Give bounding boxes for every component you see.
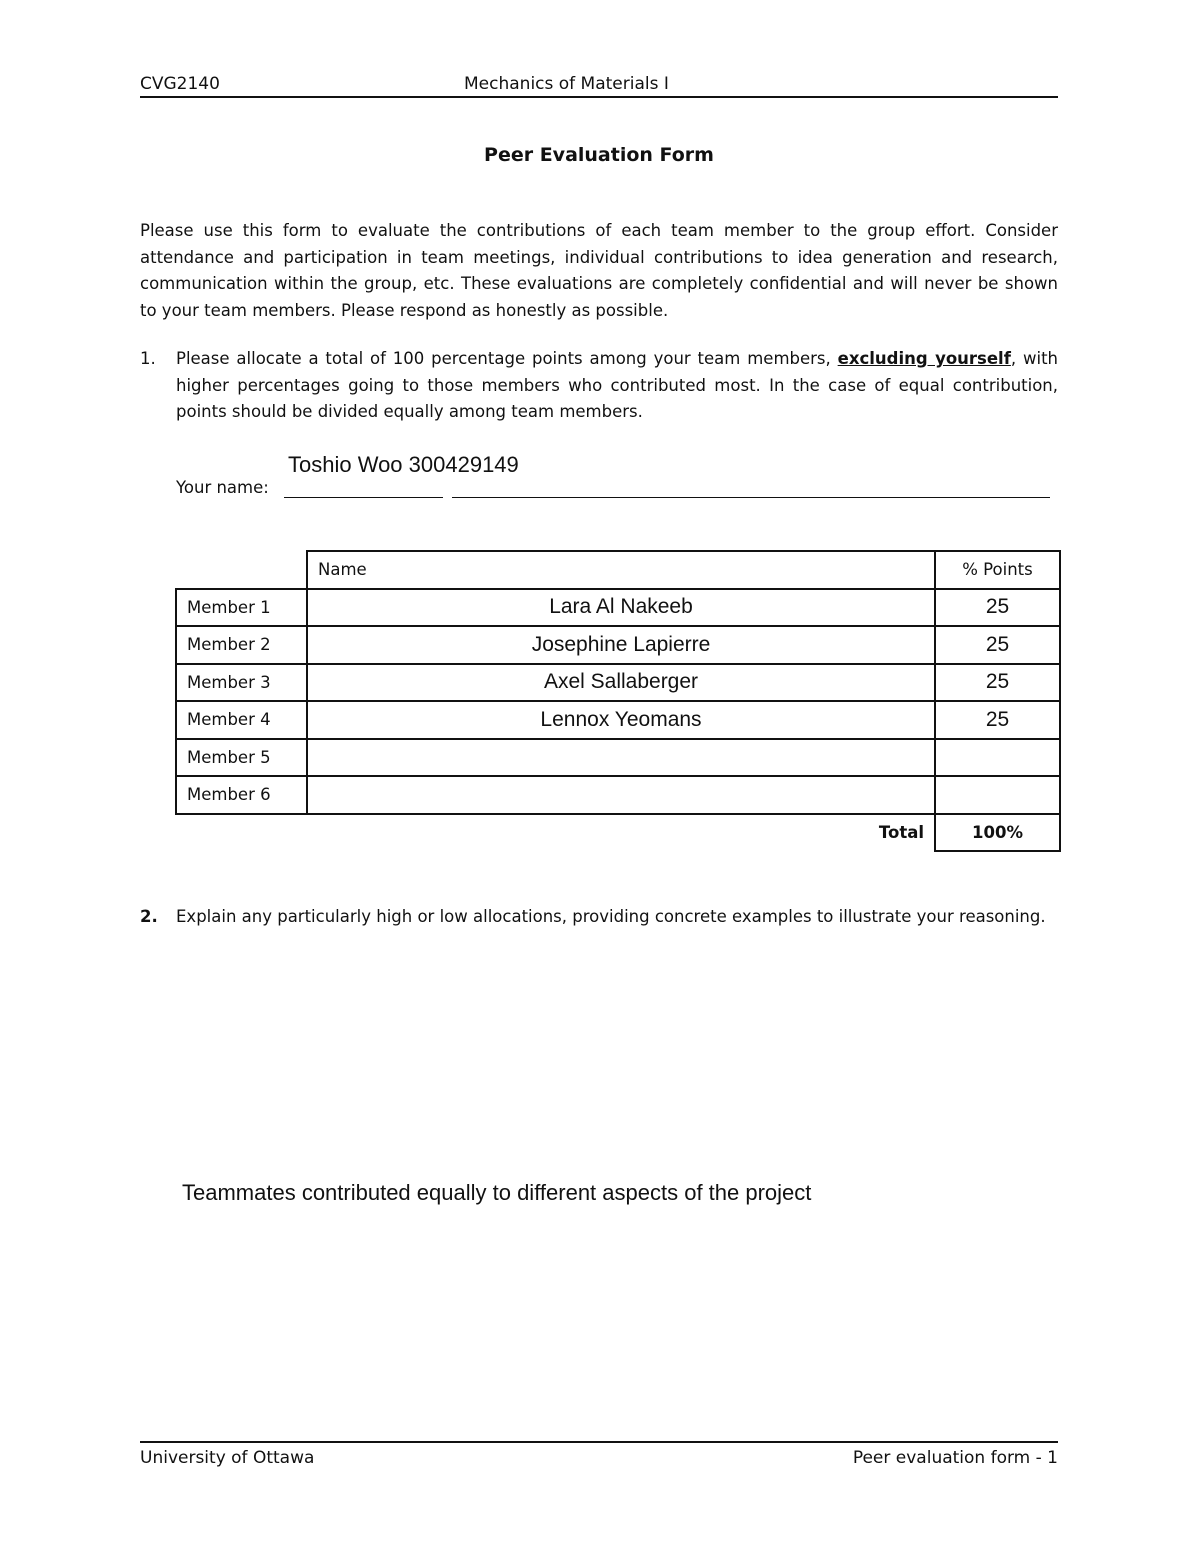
member-points-cell[interactable]: 25 — [935, 626, 1060, 664]
total-value: 100% — [935, 814, 1060, 852]
question-1-number: 1. — [140, 349, 156, 368]
member-label: Member 6 — [176, 776, 307, 814]
points-column-header: % Points — [935, 551, 1060, 589]
member-name-cell[interactable] — [307, 739, 935, 777]
question-2 — [140, 904, 1058, 931]
member-label: Member 2 — [176, 626, 307, 664]
table-row — [176, 589, 1060, 627]
member-points-cell[interactable] — [935, 776, 1060, 814]
total-label: Total — [307, 814, 935, 852]
member-name-cell[interactable] — [307, 776, 935, 814]
table-row — [176, 626, 1060, 664]
question-2-number: 2. — [140, 907, 158, 926]
question-2-text: Explain any particularly high or low allocations, providing concrete examples to illustrate your reasoning. — [176, 907, 1046, 926]
member-label: Member 5 — [176, 739, 307, 777]
course-name: Mechanics of Materials I — [464, 74, 669, 94]
intro-paragraph: Please use this form to evaluate the contributions of each team member to the group effort. Consider attendance and participation in team meetings, individual contributions to idea generation and research, communication within the group, etc. These evaluations are completely confidential and will never be shown to your team members. Please respond as honestly as possible. — [140, 221, 1058, 320]
member-name-cell[interactable]: Lennox Yeomans — [307, 701, 935, 739]
member-points-cell[interactable] — [935, 739, 1060, 777]
member-points-cell[interactable]: 25 — [935, 664, 1060, 702]
member-points-cell[interactable]: 25 — [935, 589, 1060, 627]
table-corner-cell — [176, 551, 307, 589]
member-points-cell[interactable]: 25 — [935, 701, 1060, 739]
page-title: Peer Evaluation Form — [484, 144, 714, 166]
question-1-emphasis: excluding yourself — [837, 349, 1011, 368]
table-row — [176, 701, 1060, 739]
member-name-cell[interactable]: Lara Al Nakeeb — [307, 589, 935, 627]
table-header-row — [176, 551, 1060, 589]
your-name-value[interactable]: Toshio Woo 300429149 — [288, 452, 519, 477]
total-row — [176, 814, 1060, 852]
table-row — [176, 739, 1060, 777]
question-1-text-before: Please allocate a total of 100 percentage points among your team members, — [176, 349, 838, 368]
your-name-label: Your name: — [176, 478, 269, 497]
your-name-line-first — [284, 497, 443, 498]
course-code: CVG2140 — [140, 74, 220, 94]
member-name-cell[interactable]: Josephine Lapierre — [307, 626, 935, 664]
question-1-text-after: , with higher percentages going to those members who contributed most. In the case of equal contribution, points should be divided equally among team members. — [176, 349, 1059, 421]
header-divider — [140, 96, 1058, 98]
question-2-answer[interactable]: Teammates contributed equally to different aspects of the project — [182, 1180, 812, 1205]
member-name-cell[interactable]: Axel Sallaberger — [307, 664, 935, 702]
question-1 — [140, 346, 1058, 426]
footer-divider — [140, 1441, 1058, 1443]
member-label: Member 4 — [176, 701, 307, 739]
member-label: Member 1 — [176, 589, 307, 627]
institution-name: University of Ottawa — [140, 1448, 315, 1468]
name-column-header: Name — [307, 551, 935, 589]
total-spacer — [176, 814, 307, 852]
question-1-text — [176, 346, 1058, 426]
page-header — [140, 74, 1058, 98]
table-row — [176, 776, 1060, 814]
page-number-label: Peer evaluation form - 1 — [852, 1448, 1058, 1468]
points-table — [175, 550, 1061, 852]
member-label: Member 3 — [176, 664, 307, 702]
your-name-line-second — [452, 497, 1050, 498]
table-row — [176, 664, 1060, 702]
